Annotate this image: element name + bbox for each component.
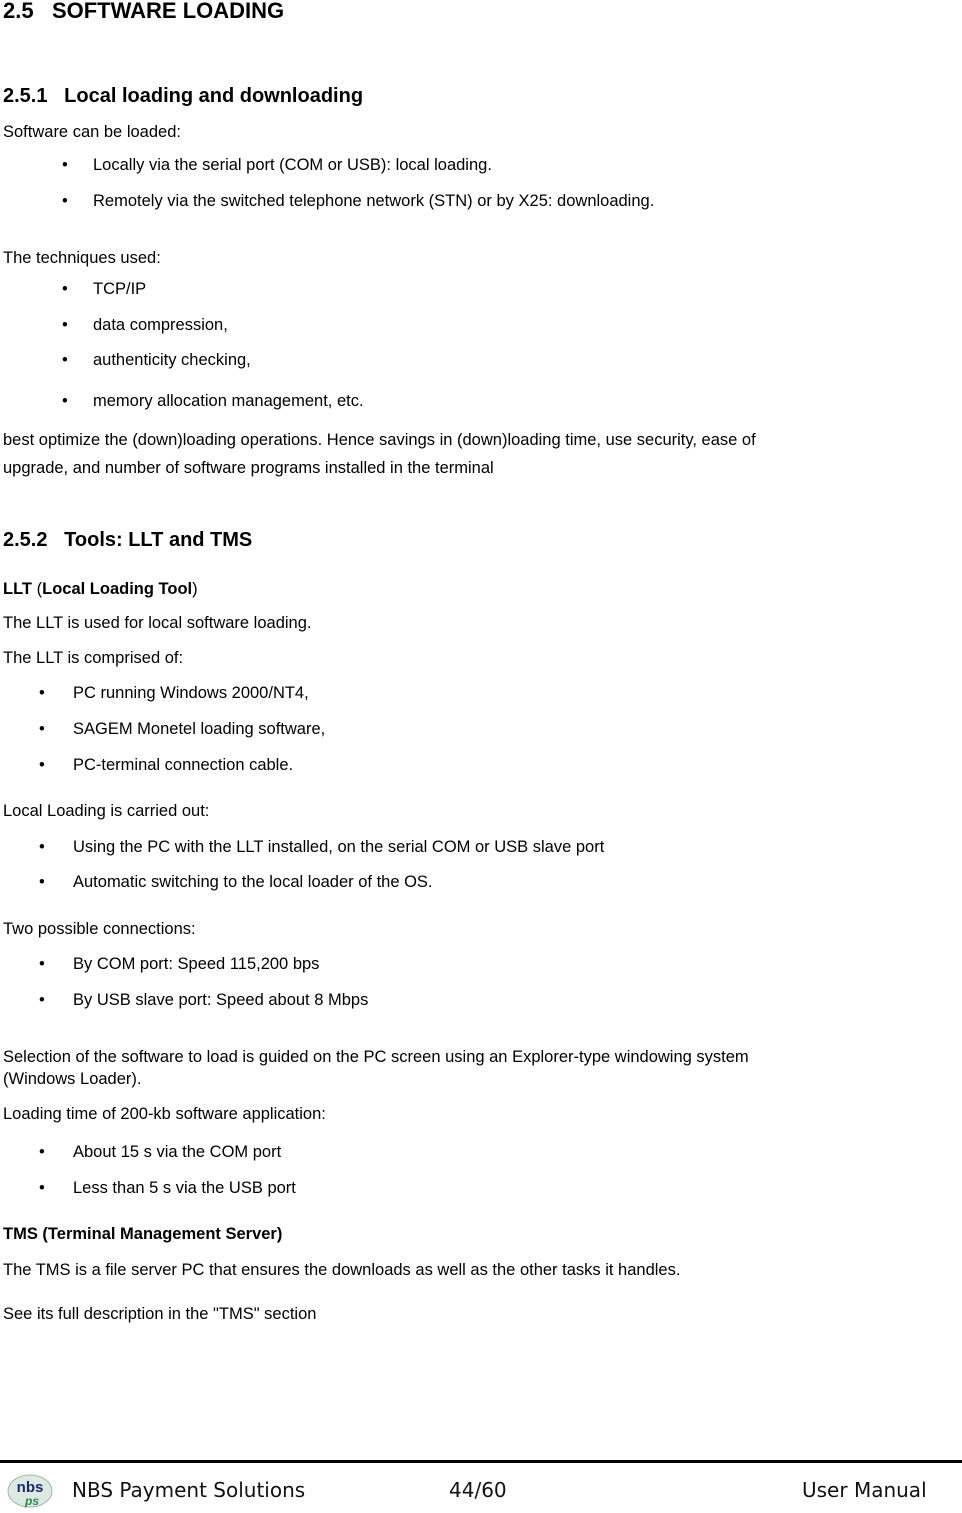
- list-item-text: Remotely via the switched telephone network (STN) or by X25: downloading.: [93, 192, 655, 210]
- nbs-logo-icon: [5, 1470, 55, 1508]
- list-item-text: Less than 5 s via the USB port: [73, 1179, 296, 1197]
- list-item: •: [39, 991, 45, 1009]
- list-item-text: data compression,: [93, 316, 228, 334]
- local-loading-intro: Local Loading is carried out:: [3, 802, 210, 820]
- paragraph-line: best optimize the (down)loading operations. Hence savings in (down)loading time, use security, ease of: [3, 431, 756, 449]
- subsection-number: 2.5.2: [3, 529, 48, 551]
- footer-page-number: 44/60: [449, 1478, 507, 1502]
- selection-line: (Windows Loader).: [3, 1070, 142, 1088]
- nbs-logo: [5, 1470, 55, 1508]
- tms-description: The TMS is a file server PC that ensures the downloads as well as the other tasks it handles.: [3, 1261, 681, 1279]
- list-item-text: Using the PC with the LLT installed, on the serial COM or USB slave port: [73, 838, 605, 856]
- list-item: •: [62, 351, 68, 369]
- list-item-text: By USB slave port: Speed about 8 Mbps: [73, 991, 369, 1009]
- loading-time-intro: Loading time of 200-kb software application:: [3, 1105, 326, 1123]
- llt-paren-open: (: [32, 580, 43, 598]
- list-item: •: [39, 873, 45, 891]
- llt-used-text: The LLT is used for local software loading.: [3, 614, 312, 632]
- subsection-title: Local loading and downloading: [64, 85, 364, 107]
- svg-text:nbs: nbs: [16, 1479, 44, 1496]
- list-item-text: About 15 s via the COM port: [73, 1143, 282, 1161]
- list-item-text: PC running Windows 2000/NT4,: [73, 684, 309, 702]
- list-item-text: By COM port: Speed 115,200 bps: [73, 955, 320, 973]
- tms-see-also: See its full description in the "TMS" section: [3, 1305, 317, 1323]
- llt-abbr: LLT: [3, 580, 33, 598]
- list-item-text: PC-terminal connection cable.: [73, 756, 294, 774]
- section-title: SOFTWARE LOADING: [51, 0, 285, 23]
- list-item-text: authenticity checking,: [93, 351, 251, 369]
- footer-doc-title: User Manual: [802, 1478, 927, 1502]
- llt-full-name: Local Loading Tool: [42, 580, 193, 598]
- list-item-text: Automatic switching to the local loader of the OS.: [73, 873, 433, 891]
- footer-company: NBS Payment Solutions: [72, 1478, 306, 1502]
- llt-heading: [3, 580, 198, 599]
- subsection-number: 2.5.1: [3, 85, 48, 107]
- list-item: •: [39, 1179, 45, 1197]
- connections-intro: Two possible connections:: [3, 920, 196, 938]
- list-item-text: Locally via the serial port (COM or USB): local loading.: [93, 156, 492, 174]
- paragraph-line: upgrade, and number of software programs installed in the terminal: [3, 459, 494, 477]
- list-item: •: [62, 192, 68, 210]
- list-item: •: [39, 684, 45, 702]
- llt-comprised-text: The LLT is comprised of:: [3, 649, 184, 667]
- subsection-heading-2: [3, 529, 252, 552]
- list-item: •: [39, 955, 45, 973]
- section-heading: [3, 0, 284, 24]
- footer-divider: [0, 1460, 962, 1463]
- list-item: •: [62, 156, 68, 174]
- subsection-title: Tools: LLT and TMS: [64, 529, 253, 551]
- list-item: •: [39, 720, 45, 738]
- list-item: •: [39, 838, 45, 856]
- list-item-text: TCP/IP: [93, 280, 147, 298]
- section-number: 2.5: [3, 0, 34, 23]
- intro-text: Software can be loaded:: [3, 123, 181, 141]
- list-item: •: [62, 280, 68, 298]
- list-item: •: [39, 1143, 45, 1161]
- list-item-text: SAGEM Monetel loading software,: [73, 720, 326, 738]
- selection-line: Selection of the software to load is guided on the PC screen using an Explorer-type windowing system: [3, 1048, 749, 1066]
- llt-paren-close: ): [192, 580, 198, 598]
- tms-heading: TMS (Terminal Management Server): [3, 1225, 283, 1243]
- list-item: •: [62, 392, 68, 410]
- list-item-text: memory allocation management, etc.: [93, 392, 364, 410]
- list-item: •: [39, 756, 45, 774]
- svg-text:ps: ps: [24, 1494, 40, 1508]
- subsection-heading-1: [3, 85, 363, 108]
- list-item: •: [62, 316, 68, 334]
- techniques-intro: The techniques used:: [3, 249, 161, 267]
